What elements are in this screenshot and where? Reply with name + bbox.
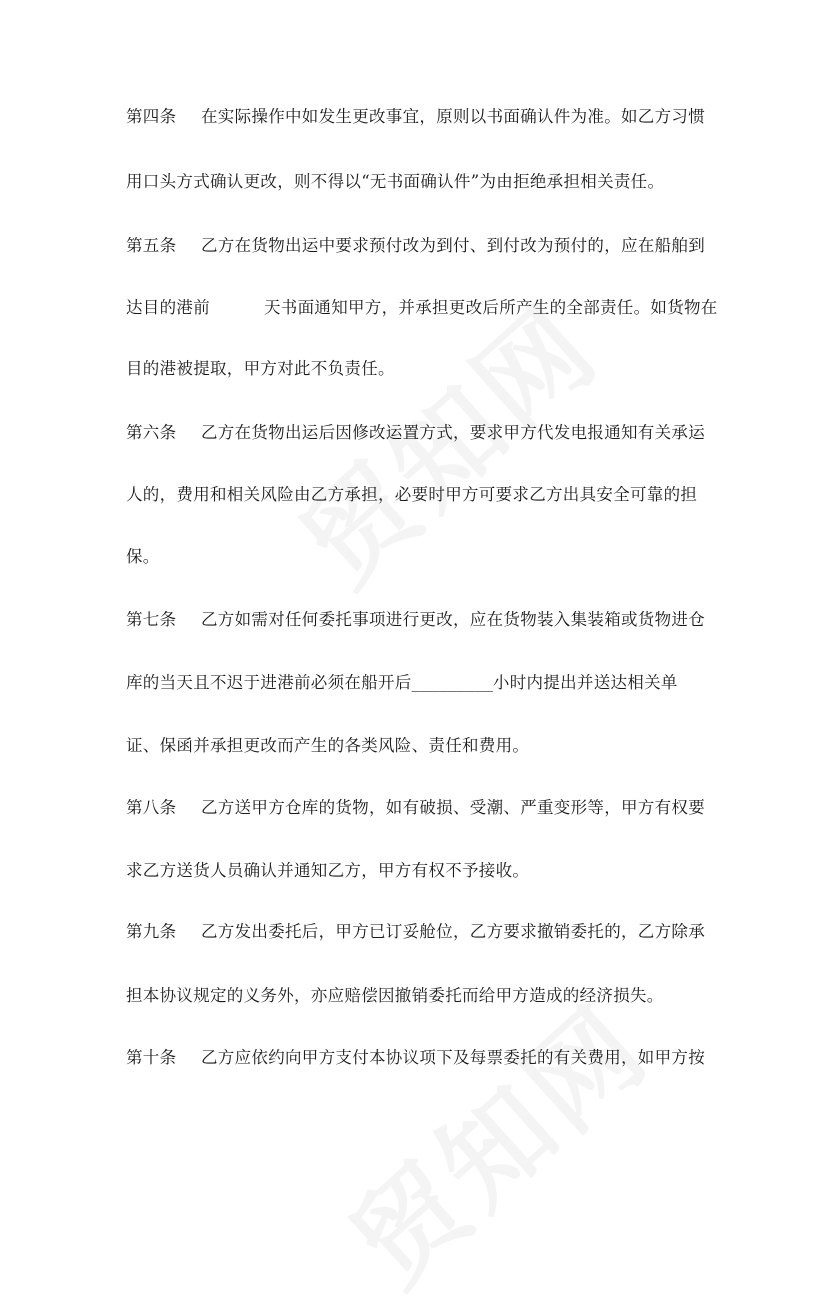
article-4-line-1 <box>126 106 705 128</box>
article-8-line-2: 求乙方送货人员确认并通知乙方，甲方有权不予接收。 <box>126 861 530 880</box>
article-5-text-a: 达目的港前 <box>126 298 210 317</box>
article-6-line-1 <box>126 422 705 444</box>
article-4-text: 在实际操作中如发生更改事宜，原则以书面确认件为准。如乙方习惯 <box>201 107 705 126</box>
article-7-label: 第七条 <box>126 610 177 629</box>
article-5-line-2 <box>126 297 718 319</box>
article-10-text: 乙方应依约向甲方支付本协议项下及每票委托的有关费用，如甲方按 <box>201 1048 705 1067</box>
article-5-text: 乙方在货物出运中要求预付改为到付、到付改为预付的，应在船舶到 <box>201 236 705 255</box>
watermark <box>312 964 676 1314</box>
article-5-line-1 <box>126 235 705 257</box>
article-7-text: 乙方如需对任何委托事项进行更改，应在货物装入集装箱或货物进仓 <box>201 610 705 629</box>
article-4-line-2: 用口头方式确认更改，则不得以“无书面确认件”为由拒绝承担相关责任。 <box>126 172 665 191</box>
article-9-text: 乙方发出委托后，甲方已订妥舱位，乙方要求撤销委托的，乙方除承 <box>201 922 705 941</box>
article-5-text-b: 天书面通知甲方，并承担更改后所产生的全部责任。如货物在 <box>264 298 718 317</box>
article-8-line-1 <box>126 797 705 819</box>
article-5-line-3: 目的港被提取，甲方对此不负责任。 <box>126 359 395 378</box>
article-7-line-3: 证、保函并承担更改而产生的各类风险、责任和费用。 <box>126 736 530 755</box>
article-7-line-1 <box>126 609 705 631</box>
article-7-text-b: 小时内提出并送达相关单 <box>492 673 678 692</box>
article-7-line-2 <box>126 672 678 694</box>
article-9-line-2: 担本协议规定的义务外，亦应赔偿因撤销委托而给甲方造成的经济损失。 <box>126 986 664 1005</box>
article-10-line-1 <box>126 1047 705 1069</box>
article-6-text: 乙方在货物出运后因修改运置方式，要求甲方代发电报通知有关承运 <box>201 423 705 442</box>
article-6-label: 第六条 <box>126 423 177 442</box>
article-7-text-a: 库的当天且不迟于进港前必须在船开后 <box>126 673 412 692</box>
article-8-label: 第八条 <box>126 798 177 817</box>
fill-in-blank: _________ <box>411 674 493 692</box>
article-8-text: 乙方送甲方仓库的货物，如有破损、受潮、严重变形等，甲方有权要 <box>201 798 705 817</box>
article-4-label: 第四条 <box>126 107 177 126</box>
article-9-label: 第九条 <box>126 922 177 941</box>
article-9-line-1 <box>126 921 705 943</box>
article-10-label: 第十条 <box>126 1048 177 1067</box>
article-6-line-3: 保。 <box>126 547 160 566</box>
article-5-label: 第五条 <box>126 236 177 255</box>
article-6-line-2: 人的，费用和相关风险由乙方承担，必要时甲方可要求乙方出具安全可靠的担 <box>126 485 698 504</box>
